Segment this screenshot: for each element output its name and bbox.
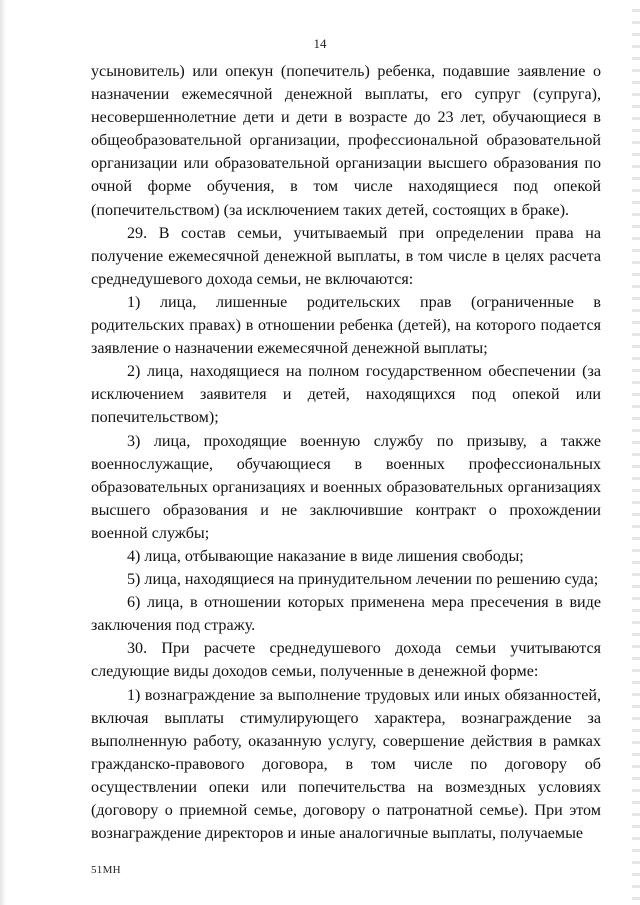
body-paragraph: 1) вознаграждение за выполнение трудовых или иных обязанностей, включая выплаты стимулирующего характера, вознаграждение за выполненную работу, оказанную услугу, совершение действия в рамках гражданско-правового договора, в том числе по договору об осуществлении опеки или попечительства на возмездных условиях (договору о приемной семье, договору о патронатной семье). При этом вознаграждение директоров и иные аналогичные выплаты, получаемые — [91, 686, 601, 843]
body-paragraph: 29. В состав семьи, учитываемый при определении права на получение ежемесячной денежной выплаты, в том числе в целях расчета среднедушевого дохода семьи, не включаются: — [91, 224, 601, 288]
body-paragraph: 4) лица, отбывающие наказание в виде лишения свободы; — [127, 547, 524, 565]
body-paragraph: 30. При расчете среднедушевого дохода семьи учитываются следующие виды доходов семьи, полученные в денежной форме: — [91, 640, 601, 681]
page-number: 14 — [313, 36, 327, 51]
body-paragraph: 2) лица, находящиеся на полном государственном обеспечении (за исключением заявителя и детей, находящихся под опекой или попечительством); — [91, 363, 601, 427]
body-paragraph: 1) лица, лишенные родительских прав (ограниченные в родительских правах) в отношении ребенка (детей), на которого подается заявление о назначении ежемесячной денежной выплаты; — [91, 293, 601, 358]
body-paragraph: 6) лица, в отношении которых применена мера пресечения в виде заключения под стражу. — [91, 594, 601, 635]
document-body — [91, 60, 601, 845]
body-paragraph: 5) лица, находящиеся на принудительном лечении по решению суда; — [127, 571, 599, 589]
footer-document-code: 51МН — [91, 864, 121, 876]
page-right-edge-perforation — [632, 0, 640, 905]
body-paragraph: усыновитель) или опекун (попечитель) ребенка, подавшие заявление о назначении ежемесячной денежной выплаты, его супруг (супруга), несовершеннолетние дети и дети в возрасте до 23 лет, обучающиеся в общеобразовательной организации, профессиональной образовательной организации или образовательной организации высшего образования по очной форме обучения, в том числе находящиеся под опекой (попечительством) (за исключением таких детей, состоящих в браке). — [91, 63, 601, 219]
page-left-edge-shadow — [0, 0, 6, 905]
body-paragraph: 3) лица, проходящие военную службу по призыву, а также военнослужащие, обучающиеся в военных профессиональных образовательных организациях и военных образовательных организациях высшего образования и не заключившие контракт о прохождении военной службы; — [91, 432, 601, 542]
